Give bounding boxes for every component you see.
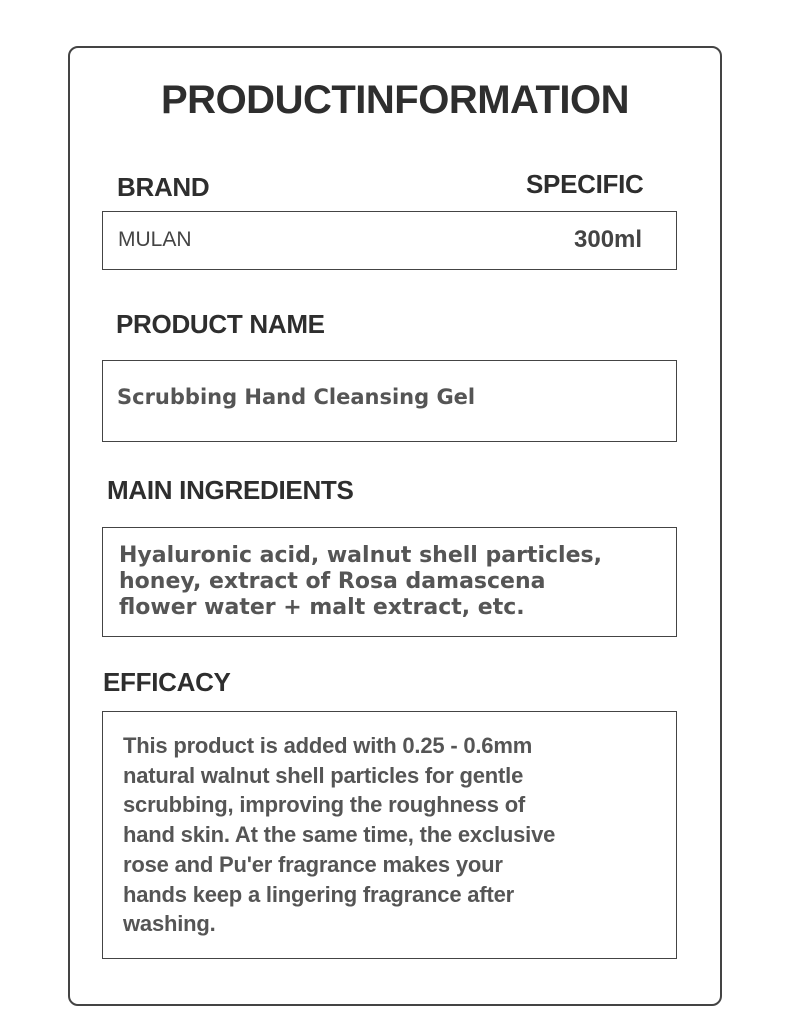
efficacy-line: This product is added with 0.25 - 0.6mm <box>123 733 533 758</box>
specific-value: 300ml <box>574 226 643 253</box>
efficacy-line: rose and Pu'er fragrance makes your <box>123 851 503 877</box>
efficacy-label: EFFICACY <box>103 667 231 697</box>
ingredients-line: Hyaluronic acid, walnut shell particles, <box>119 543 602 568</box>
main-ingredients-label: MAIN INGREDIENTS <box>107 475 354 505</box>
efficacy-text <box>123 731 555 939</box>
brand-value: MULAN <box>118 228 192 251</box>
product-name-value: Scrubbing Hand Cleansing Gel <box>117 385 476 409</box>
ingredients-line: flower water + malt extract, etc. <box>119 595 525 620</box>
specific-label: SPECIFIC <box>526 169 644 199</box>
efficacy-line: hands keep a lingering fragrance after <box>123 881 514 907</box>
product-name-label: PRODUCT NAME <box>116 309 325 339</box>
brand-label: BRAND <box>117 172 210 202</box>
ingredients-line: honey, extract of Rosa damascena <box>119 569 546 594</box>
efficacy-line: scrubbing, improving the roughness of <box>123 792 526 818</box>
page-title: PRODUCTINFORMATION <box>161 78 629 122</box>
efficacy-line: washing. <box>123 911 216 937</box>
main-ingredients-text <box>119 543 602 621</box>
efficacy-line: natural walnut shell particles for gentle <box>123 762 524 788</box>
efficacy-line: hand skin. At the same time, the exclusive <box>123 822 556 848</box>
